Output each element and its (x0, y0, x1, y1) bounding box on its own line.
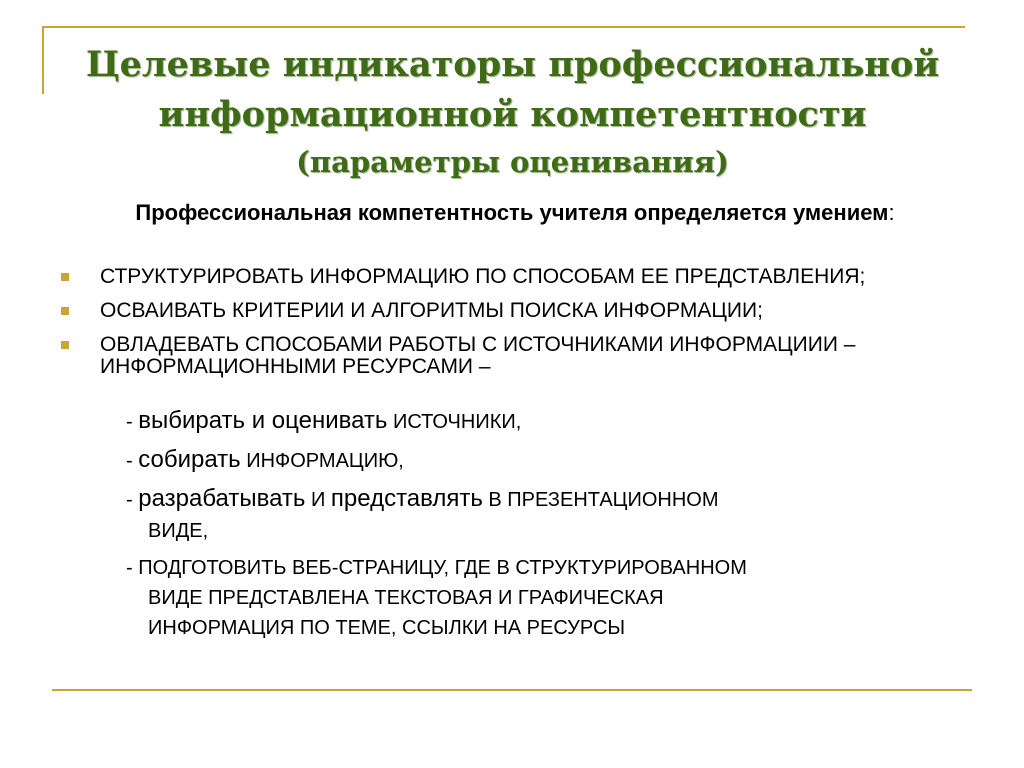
square-bullet-icon (61, 307, 69, 315)
sub-item-verb: собирать (138, 446, 241, 473)
sub-item-rest: В ПРЕЗЕНТАЦИОННОМ (482, 489, 719, 511)
list-item (0, 300, 1000, 322)
sub-item-verb-2: представлять (330, 485, 483, 512)
sub-item-verb: выбирать и оценивать (138, 407, 388, 434)
left-rule (42, 26, 44, 94)
bullet-text: ОСВАИВАТЬ КРИТЕРИИ И АЛГОРИТМЫ ПОИСКА ИНФОРМАЦИИ; (100, 299, 763, 322)
lead-text (70, 200, 960, 225)
sub-item-mid: И (305, 489, 331, 511)
sub-item-line-3: ИНФОРМАЦИЯ ПО ТЕМЕ, ССЫЛКИ НА РЕСУРСЫ (148, 617, 626, 639)
lead-sentence: Профессиональная компетентность учителя определяется умением (135, 200, 889, 225)
slide-title (60, 40, 965, 184)
sub-item-webpage (126, 553, 956, 643)
bullet-text: СТРУКТУРИРОВАТЬ ИНФОРМАЦИЮ ПО СПОСОБАМ ЕЕ ПРЕДСТАВЛЕНИЯ; (100, 265, 866, 288)
sub-item-verb-1: разрабатывать (138, 485, 306, 512)
list-item (0, 266, 1000, 288)
title-subtitle: (параметры оценивания) (296, 145, 729, 179)
square-bullet-icon (61, 341, 69, 349)
sub-item-develop (126, 483, 956, 547)
bullet-list (0, 266, 1000, 390)
sub-item-list (126, 405, 956, 649)
lead-colon: : (888, 200, 895, 225)
sub-item-line-1: - ПОДГОТОВИТЬ ВЕБ-СТРАНИЦУ, ГДЕ В СТРУКТУРИРОВАННОМ (126, 557, 747, 579)
list-item (0, 334, 1000, 378)
sub-item-rest: ИСТОЧНИКИ, (387, 411, 522, 433)
bullet-text: ОВЛАДЕВАТЬ СПОСОБАМИ РАБОТЫ С ИСТОЧНИКАМИ ИНФОРМАЦИИИ – ИНФОРМАЦИОННЫМИ РЕСУРСАМИ – (100, 333, 856, 378)
sub-item-rest: ИНФОРМАЦИЮ, (240, 450, 404, 472)
sub-item-dash: - (126, 411, 139, 433)
sub-item-dash: - (126, 489, 139, 511)
top-rule (42, 26, 965, 28)
sub-item-select (126, 405, 956, 438)
title-line-2: информационной компетентности (158, 94, 867, 135)
title-line-1: Целевые индикаторы профессиональной (85, 44, 940, 85)
bottom-rule (52, 689, 972, 691)
sub-item-continuation: ВИДЕ, (148, 520, 209, 542)
sub-item-collect (126, 444, 956, 477)
square-bullet-icon (61, 273, 69, 281)
sub-item-line-2: ВИДЕ ПРЕДСТАВЛЕНА ТЕКСТОВАЯ И ГРАФИЧЕСКАЯ (148, 587, 664, 609)
sub-item-dash: - (126, 450, 139, 472)
